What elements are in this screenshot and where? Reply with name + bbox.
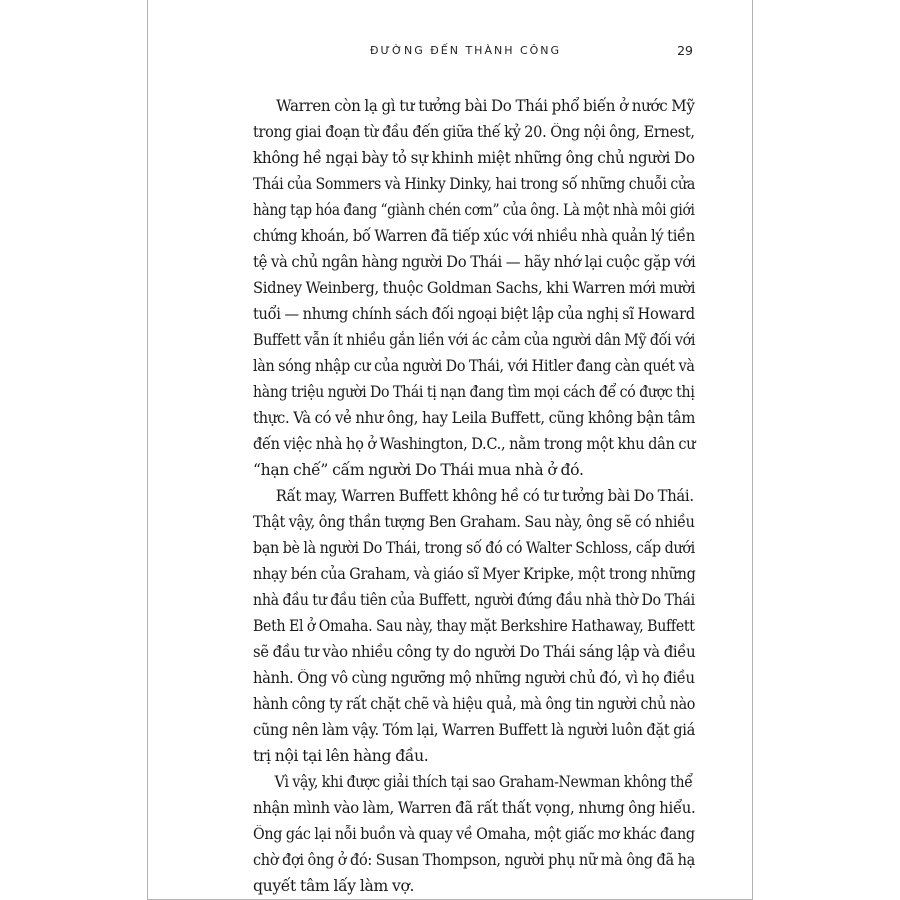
text-line: nhạy bén của Graham, và giáo sĩ Myer Kripke, một trong những (253, 565, 696, 583)
page-number: 29 (677, 43, 693, 58)
text-line: quyết tâm lấy làm vợ. (253, 877, 415, 895)
text-line: Thật vậy, ông thần tượng Ben Graham. Sau này, ông sẽ có nhiều (253, 513, 695, 531)
paragraph (253, 483, 695, 769)
text-line: hành công ty rất chặt chẽ và hiệu quả, mà ông tin người chủ nào (253, 695, 696, 713)
text-line: nhận mình vào làm, Warren đã rất thất vọng, nhưng ông hiểu. (253, 799, 696, 817)
text-line: sẽ đầu tư vào nhiều công ty do người Do Thái sáng lập và điều (253, 643, 696, 661)
text-line: tệ và chủ ngân hàng người Do Thái — hãy nhớ lại cuộc gặp với (253, 253, 696, 271)
text-line: hành. Ông vô cùng ngưỡng mộ những người chủ đó, vì họ điều (253, 669, 695, 687)
paragraph (253, 769, 695, 899)
text-line: nhà đầu tư đầu tiên của Buffett, người đứng đầu nhà thờ Do Thái (253, 591, 695, 609)
text-line: bạn bè là người Do Thái, trong số đó có Walter Schloss, cấp dưới (253, 539, 695, 557)
text-line: đến việc nhà họ ở Washington, D.C., nằm trong một khu dân cư (253, 435, 696, 453)
text-line: Warren còn lạ gì tư tưởng bài Do Thái phổ biến ở nước Mỹ (276, 97, 695, 115)
text-line: trong giai đoạn từ đầu đến giữa thế kỷ 20. Ông nội ông, Ernest, (253, 123, 695, 141)
text-line: Vì vậy, khi được giải thích tại sao Graham-Newman không thể (274, 773, 693, 791)
text-line: hàng triệu người Do Thái tị nạn đang tìm mọi cách để có được thị (253, 383, 695, 401)
text-line: Sidney Weinberg, thuộc Goldman Sachs, khi Warren mới mười (253, 279, 696, 297)
running-header (148, 44, 752, 64)
text-line: “hạn chế” cấm người Do Thái mua nhà ở đó. (253, 461, 584, 479)
text-line: làn sóng nhập cư của người Do Thái, với Hitler đang càn quét và (253, 357, 695, 375)
text-line: Buffett vẫn ít nhiều gắn liền với ác cảm của người dân Mỹ đối với (253, 331, 696, 349)
text-line: Thái của Sommers và Hinky Dinky, hai trong số những chuỗi cửa (253, 175, 696, 193)
text-line: tuổi — nhưng chính sách đối ngoại biệt lập của nghị sĩ Howard (253, 305, 695, 323)
text-line: thực. Và có vẻ như ông, hay Leila Buffett, cũng không bận tâm (253, 409, 696, 427)
text-line: hàng tạp hóa đang “giành chén cơm” của ông. Là một nhà môi giới (253, 201, 695, 219)
running-title: ĐƯỜNG ĐẾN THÀNH CÔNG (370, 44, 562, 57)
text-line: chờ đợi ông ở đó: Susan Thompson, người phụ nữ mà ông đã hạ (253, 851, 696, 869)
text-line: cũng nên làm vậy. Tóm lại, Warren Buffett là người luôn đặt giá (253, 721, 695, 739)
text-line: không hề ngại bày tỏ sự khinh miệt những ông chủ người Do (253, 149, 695, 167)
text-line: Beth El ở Omaha. Sau này, thay mặt Berkshire Hathaway, Buffett (253, 617, 695, 635)
paragraph (253, 93, 695, 483)
body-text (253, 93, 695, 899)
book-page (147, 0, 753, 900)
text-line: trị nội tại lên hàng đầu. (253, 747, 429, 765)
text-line: Rất may, Warren Buffett không hề có tư tưởng bài Do Thái. (275, 487, 694, 505)
text-line: chứng khoán, bố Warren đã tiếp xúc với nhiều nhà quản lý tiền (253, 227, 695, 245)
text-line: Ông gác lại nỗi buồn và quay về Omaha, một giấc mơ khác đang (253, 825, 695, 843)
